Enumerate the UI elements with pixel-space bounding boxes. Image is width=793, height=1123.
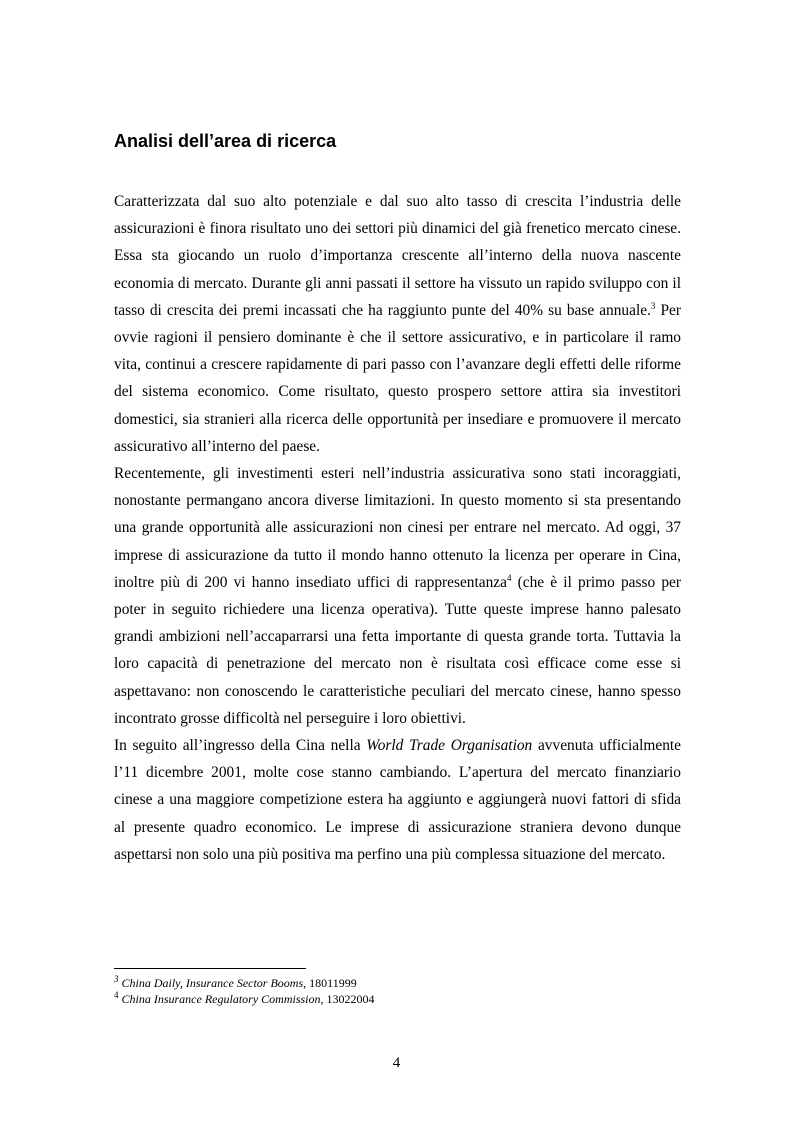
footnote-ref-3: 3 [650, 300, 656, 311]
footnote-3-number: 3 [114, 974, 119, 984]
paragraph-3-text-a: In seguito all’ingresso della Cina nella [114, 737, 367, 755]
paragraph-1 [114, 188, 681, 460]
section-heading: Analisi dell’area di ricerca [114, 131, 337, 151]
footnotes [114, 975, 681, 1007]
footnote-3-source: China Daily, Insurance Sector Booms [121, 976, 304, 990]
body-text [114, 188, 681, 868]
paragraph-1-text-a: Caratterizzata dal suo alto potenziale e dal suo alto tasso di crescita l’industria delle assicurazioni è finora risultato uno dei settori più dinamici del già frenetico mercato cinese. Essa sta giocando un ruolo d’importanza crescente all’interno della nuova nascente economia di mercato. Durante gli anni passati il settore ha vissuto un rapido sviluppo con il tasso di crescita dei premi incassati che ha raggiunto punte del 40% su base annuale. [114, 193, 681, 319]
footnote-4-number: 4 [114, 990, 119, 1000]
paragraph-1-text-b: Per ovvie ragioni il pensiero dominante è che il settore assicurativo, e in particolare il ramo vita, continui a crescere rapidamente di pari passo con l’avanzare degli effetti delle riforme del sistema economico. Come risultato, questo prospero settore attira sia investitori domestici, sia stranieri alla ricerca delle opportunità per insediare e promuovere il mercato assicurativo all’interno del paese. [114, 301, 681, 455]
paragraph-3-italic: World Trade Organisation [366, 737, 533, 755]
footnote-ref-4: 4 [506, 572, 512, 583]
page-number: 4 [392, 1055, 401, 1071]
footnote-3 [114, 975, 681, 991]
paragraph-2-text-b: (che è il primo passo per poter in seguito richiedere una licenza operativa). Tutte queste imprese hanno palesato grandi ambizioni nell’accaparrarsi una fetta importante di questa grande torta. Tuttavia la loro capacità di penetrazione del mercato non è risultata così efficace come esse si aspettavano: non conoscendo le caratteristiche peculiari del mercato cinese, hanno spesso incontrato grosse difficoltà nel perseguire i loro obiettivi. [114, 573, 681, 727]
footnote-3-rest: , 18011999 [303, 976, 357, 990]
footnote-4-source: China Insurance Regulatory Commission [121, 992, 321, 1006]
paragraph-2-text-a: Recentemente, gli investimenti esteri nell’industria assicurativa sono stati incoraggiati, nonostante permangano ancora diverse limitazioni. In questo momento si sta presentando una grande opportunità alle assicurazioni non cinesi per entrare nel mercato. Ad oggi, 37 imprese di assicurazione da tutto il mondo hanno ottenuto la licenza per operare in Cina, inoltre più di 200 vi hanno insediato uffici di rappresentanza [114, 465, 681, 591]
paragraph-2 [114, 460, 681, 732]
footnote-separator [114, 968, 306, 969]
footnote-4 [114, 991, 681, 1007]
footnote-4-rest: , 13022004 [320, 992, 375, 1006]
paragraph-3 [114, 732, 681, 868]
paragraph-3-text-b: avvenuta ufficialmente l’11 dicembre 2001, molte cose stanno cambiando. L’apertura del mercato finanziario cinese a una maggiore competizione estera ha aggiunto e aggiungerà nuovi fattori di sfida al presente quadro economico. Le imprese di assicurazione straniera devono dunque aspettarsi non solo una più positiva ma perfino una più complessa situazione del mercato. [114, 737, 682, 863]
